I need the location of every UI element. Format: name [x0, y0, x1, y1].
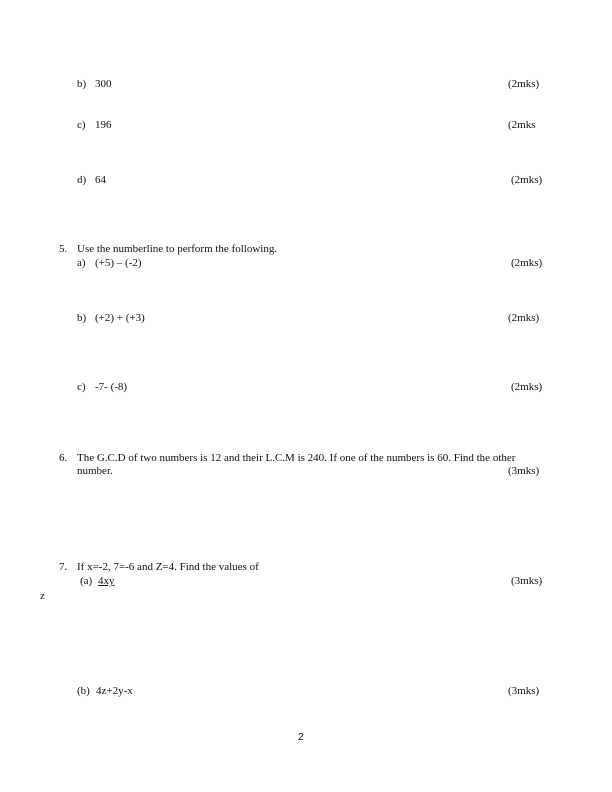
q4b-expression: 300 [95, 78, 112, 90]
q7a-marks: (3mks) [511, 575, 543, 587]
q7b-label: (b) [77, 685, 90, 697]
q6-number: 6. [59, 452, 68, 464]
q4d-expression: 64 [95, 174, 106, 186]
q7b-expression: 4z+2y-x [96, 685, 133, 697]
q5c-label: c) [77, 381, 86, 393]
q6-marks: (3mks) [508, 465, 540, 477]
q7a-label: (a) [80, 575, 93, 587]
page-number: 2 [298, 732, 304, 743]
q5a-marks: (2mks) [511, 257, 543, 269]
q5a-label: a) [77, 257, 86, 269]
q4d-label: d) [77, 174, 87, 186]
q5a-expression: (+5) – (-2) [95, 257, 142, 269]
q6-text-line2: number. [77, 465, 113, 477]
q5b-label: b) [77, 312, 87, 324]
q5c-marks: (2mks) [511, 381, 543, 393]
q4c-expression: 196 [95, 119, 112, 131]
q4b-marks: (2mks) [508, 78, 540, 90]
q5-number: 5. [59, 243, 68, 255]
q7a-denominator: z [40, 590, 45, 602]
q7-prompt: If x=-2, 7=-6 and Z=4. Find the values of [77, 561, 259, 573]
q4d-marks: (2mks) [511, 174, 543, 186]
q7a-numerator: 4xy [98, 575, 115, 587]
q4c-marks: (2mks [508, 119, 536, 131]
q5b-marks: (2mks) [508, 312, 540, 324]
q4b-label: b) [77, 78, 87, 90]
q5c-expression: -7- (-8) [95, 381, 128, 393]
q5b-expression: (+2) + (+3) [95, 312, 145, 324]
q4c-label: c) [77, 119, 86, 131]
q6-text-line1: The G.C.D of two numbers is 12 and their L.C.M is 240. If one of the numbers is 60. Find the other [77, 452, 516, 464]
q5-prompt: Use the numberline to perform the following. [77, 243, 278, 255]
q7b-marks: (3mks) [508, 685, 540, 697]
q7-number: 7. [59, 561, 68, 573]
